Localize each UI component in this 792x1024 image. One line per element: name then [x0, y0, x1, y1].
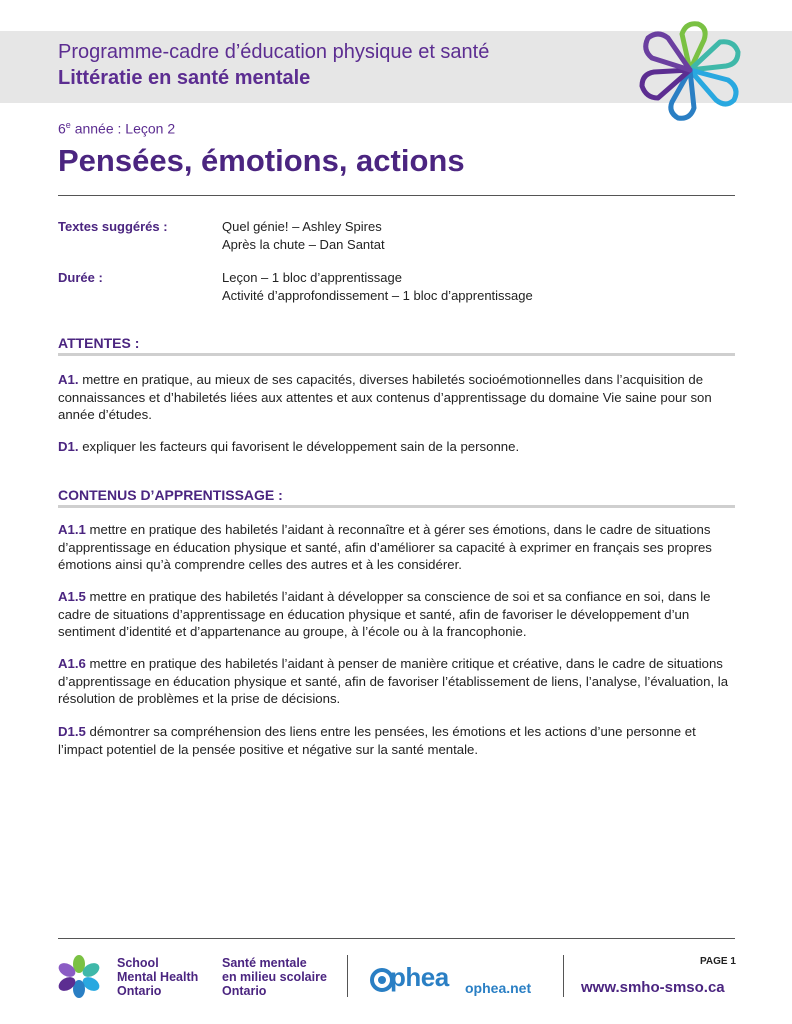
content-code: A1.6	[58, 656, 86, 671]
website-link[interactable]: www.smho-smso.ca	[581, 979, 725, 996]
expectation-item	[58, 371, 738, 424]
ophea-link[interactable]: ophea.net	[465, 980, 532, 996]
expectation-code: D1.	[58, 439, 79, 454]
content-item	[58, 723, 738, 758]
content-text: démontrer sa compréhension des liens entre les pensées, les émotions et les actions d’une personne et l’impact potentiel de la pensée positive et négative sur la santé mentale.	[58, 724, 696, 757]
duration-label: Durée :	[58, 270, 103, 285]
content-text: mettre en pratique des habiletés l’aidant à reconnaître et à gérer ses émotions, dans le cadre de situations d’apprentissage en éducation physique et santé, afin d’améliorer sa capacité à exprimer en français ses propres émotions ainsi qu’à comprendre celles des autres et à les considérer.	[58, 522, 712, 572]
suggested-text-item: Après la chute – Dan Santat	[222, 237, 385, 252]
title-divider	[58, 195, 735, 196]
suggested-texts-list	[222, 218, 385, 254]
flower-logo-icon	[56, 954, 102, 998]
expectation-text: expliquer les facteurs qui favorisent le développement sain de la personne.	[78, 439, 520, 454]
expectation-item	[58, 438, 738, 456]
expectations-heading: ATTENTES :	[58, 335, 140, 351]
footer-divider	[58, 938, 735, 939]
content-code: A1.1	[58, 522, 86, 537]
suggested-text-item: Quel génie! – Ashley Spires	[222, 219, 382, 234]
page-title: Pensées, émotions, actions	[58, 143, 465, 178]
contents-divider	[58, 505, 735, 508]
expectation-code: A1.	[58, 372, 79, 387]
content-item	[58, 655, 738, 708]
lesson-label: 6e année : Leçon 2	[58, 120, 176, 137]
content-text: mettre en pratique des habiletés l’aidant à développer sa conscience de soi et sa confiance en soi, dans le cadre de situations d’apprentissage en éducation physique et santé, afin de favoriser le développement d’un sentiment d’identité et d’appartenance au groupe, à l’école ou à la francophonie.	[58, 589, 711, 639]
duration-item: Activité d’approfondissement – 1 bloc d’apprentissage	[222, 288, 533, 303]
contents-heading: CONTENUS D’APPRENTISSAGE :	[58, 487, 283, 503]
expectations-divider	[58, 353, 735, 356]
duration-list	[222, 269, 533, 305]
content-item	[58, 588, 738, 641]
expectation-text: mettre en pratique, au mieux de ses capacités, diverses habiletés socioémotionnelles dans l’acquisition de connaissances et d’habiletés liées aux attentes et aux contenus d’apprentissage du domaine Vie saine pour son année d’études.	[58, 372, 712, 422]
program-title: Programme-cadre d’éducation physique et santé	[58, 41, 490, 63]
suggested-texts-label: Textes suggérés :	[58, 219, 168, 234]
content-code: D1.5	[58, 724, 86, 739]
content-code: A1.5	[58, 589, 86, 604]
content-text: mettre en pratique des habiletés l’aidant à penser de manière critique et créative, dans le cadre de situations d’apprentissage en éducation physique et santé, afin de favoriser l’établissement de liens, l’analyse, l’évaluation, la résolution de problèmes et la prise de décisions.	[58, 656, 729, 706]
program-subtitle: Littératie en santé mentale	[58, 67, 311, 89]
footer-org-en: School Mental Health Ontario	[117, 956, 199, 998]
page-number: PAGE 1	[700, 956, 736, 967]
footer-separator	[563, 955, 564, 997]
footer-org-fr: Santé mentale en milieu scolaire Ontario	[222, 956, 327, 998]
duration-item: Leçon – 1 bloc d’apprentissage	[222, 270, 402, 285]
flower-logo-icon	[628, 12, 752, 128]
ophea-brand: phea	[390, 962, 449, 992]
content-item	[58, 521, 738, 574]
footer-separator	[347, 955, 348, 997]
